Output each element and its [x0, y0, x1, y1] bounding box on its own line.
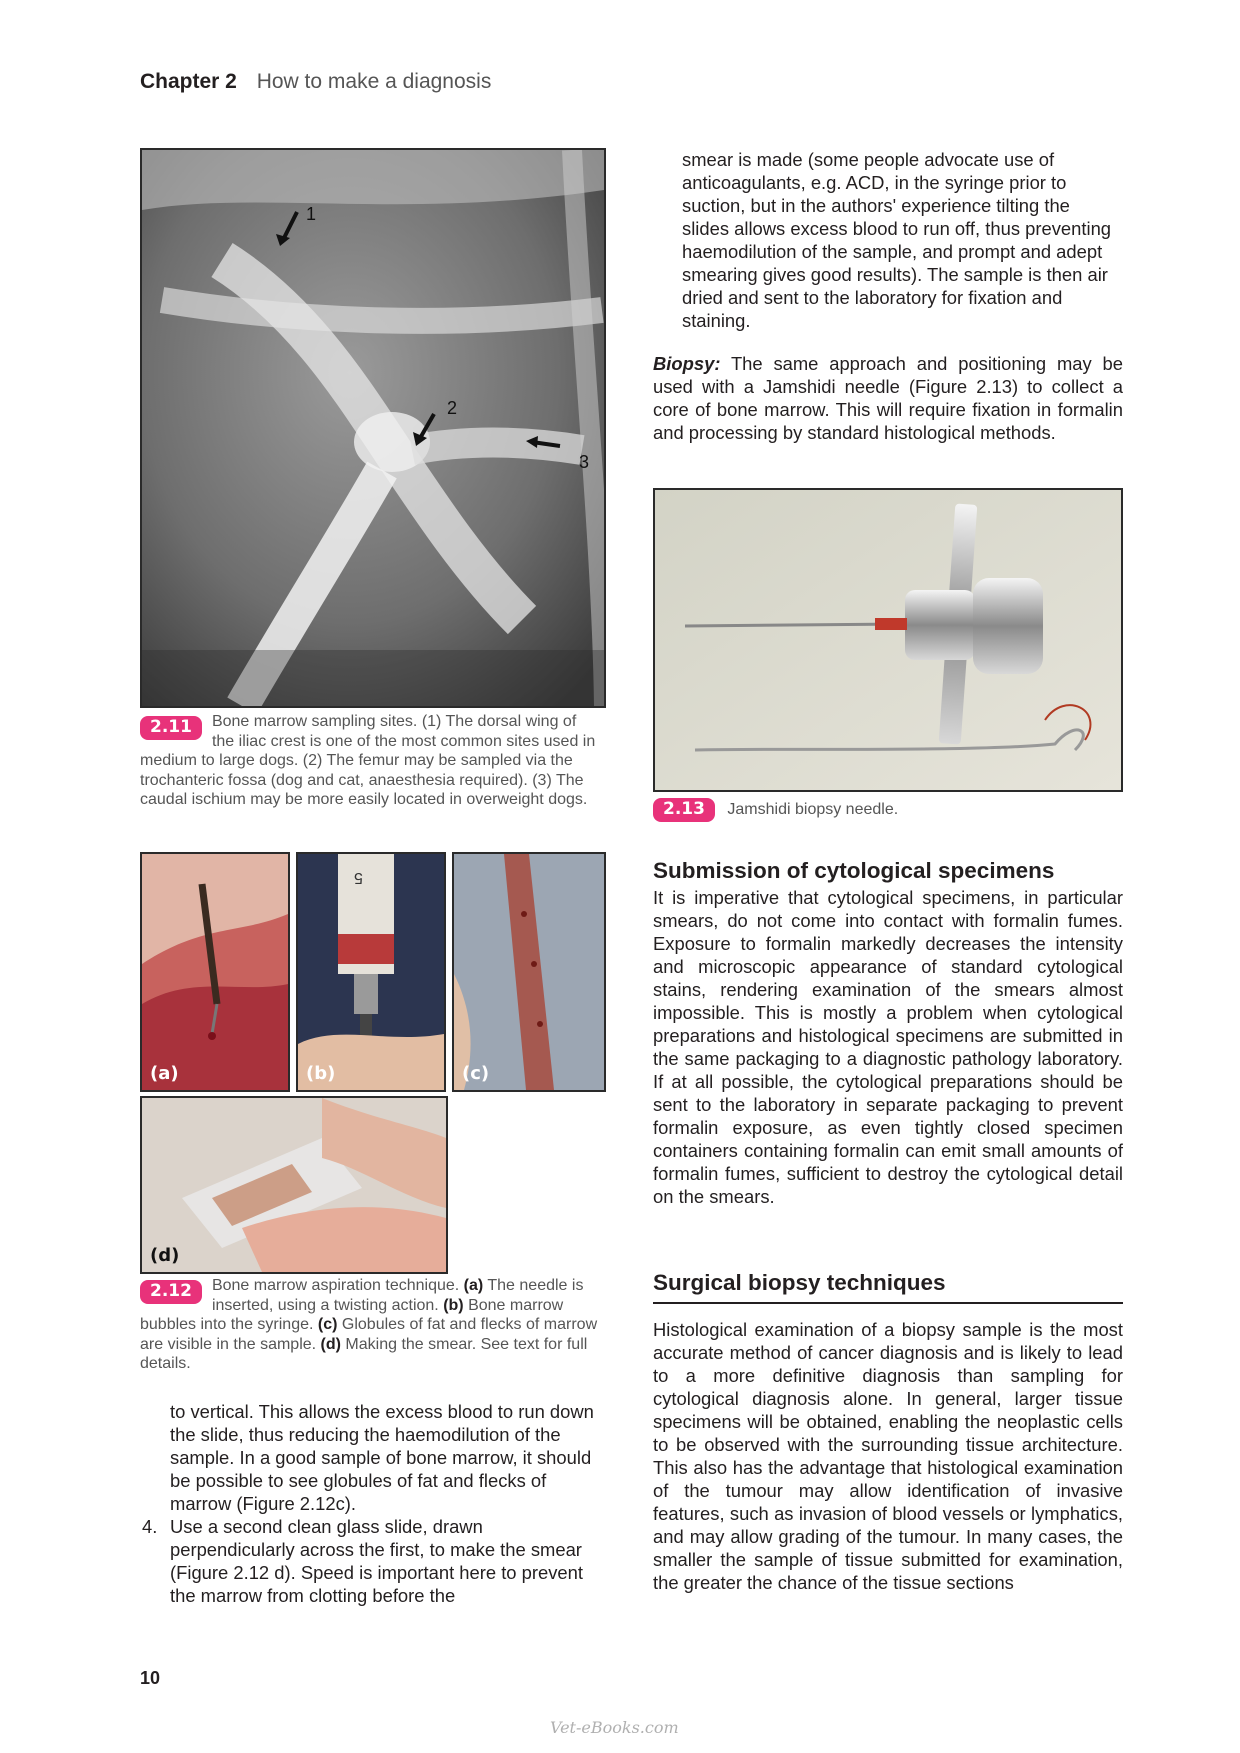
caption-fragment: Bone marrow aspiration technique.: [211, 1277, 464, 1294]
caption-panel-ref: (a): [463, 1277, 484, 1294]
item-text: Use a second clean glass slide, drawn perpendicularly across the first, to make the smear (Figure 2.12 d). Speed is important here to prevent the marrow from clotting before the: [170, 1516, 583, 1606]
marker-3: 3: [579, 452, 590, 472]
figure-2-11-caption: [140, 712, 602, 810]
caption-text: [140, 1277, 597, 1372]
caption-text: Jamshidi biopsy needle.: [727, 801, 899, 818]
figure-2-12a-photo: [140, 852, 290, 1092]
caption-panel-ref: (d): [320, 1335, 341, 1353]
watermark-text: Vet-eBooks.com: [550, 1718, 679, 1737]
submission-heading: Submission of cytological specimens: [653, 858, 1055, 883]
biopsy-label: Biopsy:: [653, 353, 721, 374]
figure-badge: 2.12: [140, 1280, 202, 1304]
figure-2-13-caption: [653, 798, 1119, 822]
figure-badge: 2.13: [653, 798, 715, 822]
figure-2-12c-photo: [452, 852, 606, 1092]
marker-2: 2: [447, 398, 458, 418]
caption-panel-ref: (c): [317, 1316, 338, 1333]
figure-2-11-xray: [140, 148, 606, 708]
page-number: 10: [140, 1668, 161, 1688]
panel-label-b: (b): [306, 1063, 336, 1084]
figure-2-12b-photo: [296, 852, 446, 1092]
numbered-item-4: [142, 1515, 610, 1607]
panel-label-c: (c): [462, 1063, 490, 1084]
caption-text: Bone marrow sampling sites. (1) The dorsal wing of the iliac crest is one of the most common sites used in medium to large dogs. (2) The femur may be sampled via the trochanteric fossa (dog and cat, anaesthesia required). (3) The caudal ischium may be more easily located in overweight dogs.: [140, 713, 596, 808]
panel-label-d: (d): [150, 1245, 180, 1266]
figure-2-12-caption: [140, 1276, 606, 1374]
submission-paragraph: It is imperative that cytological specimens, in particular smears, do not come into contact with formalin fumes. Exposure to formalin markedly decreases the intensity and microscopic appearance of standard cytological stains, rendering examination of the smears almost impossible. This is mostly a problem when cytological preparations and histological specimens are submitted in the same packaging to a diagnostic pathology laboratory. If at all possible, the cytological preparations should be sent to the laboratory in separate packaging to prevent formalin exposure, as even tightly closed specimen containers containing formalin can emit small amounts of formalin fumes, sufficient to destroy the cytological detail on the smears.: [653, 887, 1123, 1207]
biopsy-paragraph: [653, 352, 1123, 444]
figure-2-13-photo: [653, 488, 1123, 792]
figure-2-12d-photo: [140, 1096, 448, 1274]
caption-fragment: Globules of fat and flecks of marrow are visible in the sample.: [140, 1316, 598, 1353]
item-number: 4.: [142, 1516, 158, 1537]
caption-fragment: Bone marrow bubbles into the syringe.: [140, 1296, 564, 1333]
caption-fragment: The needle is inserted, using a twisting action.: [211, 1277, 584, 1314]
surgical-heading: Surgical biopsy techniques: [653, 1270, 1123, 1304]
figure-badge: 2.11: [140, 716, 202, 740]
surgical-paragraph: Histological examination of a biopsy sample is the most accurate method of cancer diagnosis and is likely to lead to a more definitive diagnosis than sampling for cytological diagnosis alone. In general, larger tissue specimens will be obtained, enabling the neoplastic cells to be observed with the surrounding tissue architecture. This also has the advantage that histological examination of the tumour may allow identification of invasive features, such as invasion of blood vessels or lymphatics, and may allow grading of the tumour. In many cases, the smaller the sample of tissue submitted for examination, the greater the chance of the tissue sections: [653, 1319, 1123, 1593]
panel-label-a: (a): [150, 1063, 179, 1084]
running-head: [140, 70, 491, 94]
caption-fragment: Making the smear. See text for full details.: [140, 1335, 588, 1372]
chapter-title: How to make a diagnosis: [256, 70, 492, 93]
watermark-logo: [550, 1718, 679, 1737]
syringe-mark: 5: [354, 869, 363, 886]
right-top-paragraph: smear is made (some people advocate use of anticoagulants, e.g. ACD, in the syringe prior to suction, but in the authors' experience tilting the slides allows excess blood to run off, thus preventing haemodilution of the sample, and prompt and adept smearing gives good results). The sample is then air dried and sent to the laboratory for fixation and staining.: [682, 149, 1112, 331]
caption-panel-ref: (b): [443, 1296, 464, 1314]
biopsy-text: The same approach and positioning may be used with a Jamshidi needle (Figure 2.13) to collect a core of bone marrow. This will require fixation in formalin and processing by standard histological methods.: [653, 353, 1123, 443]
left-continuation-text: to vertical. This allows the excess blood to run down the slide, thus reducing the haemodilution of the sample. In a good sample of bone marrow, it should be possible to see globules of fat and flecks of marrow (Figure 2.12c).: [170, 1401, 594, 1514]
marker-1: 1: [306, 204, 317, 224]
chapter-label: Chapter 2: [140, 70, 237, 93]
